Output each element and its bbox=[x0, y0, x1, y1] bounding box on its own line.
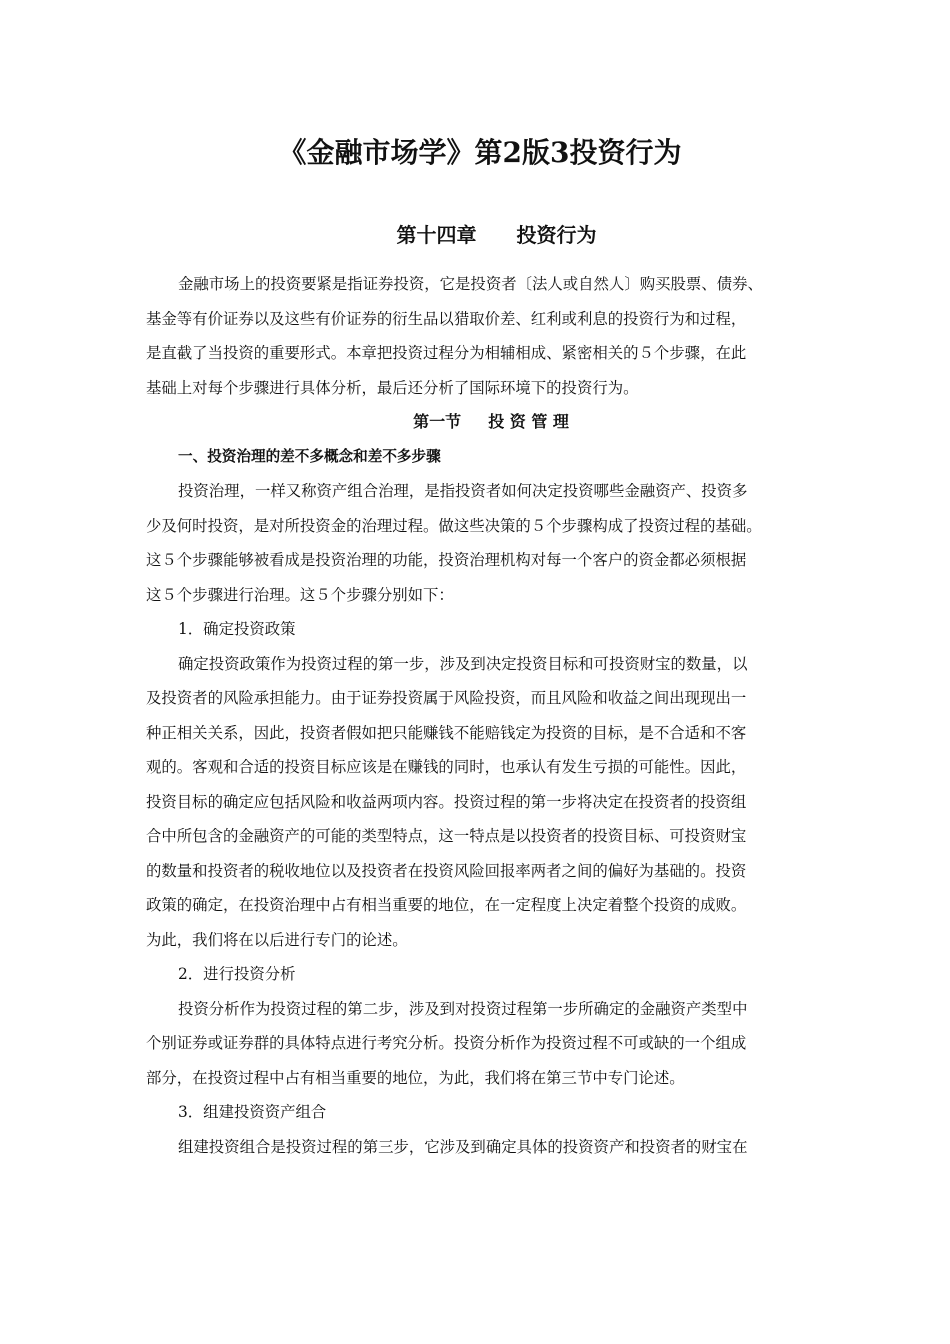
paragraph-line: 部分，在投资过程中占有相当重要的地位，为此，我们将在第三节中专门论述。 bbox=[146, 1068, 685, 1087]
subheading: 一、投资治理的差不多概念和差不多步骤 bbox=[178, 447, 441, 465]
intro-line: 是直截了当投资的重要形式。本章把投资过程分为相辅相成、紧密相关的５个步骤，在此 bbox=[146, 344, 747, 362]
intro-line: 基金等有价证券以及这些有价证券的衍生品以猎取价差、红利或利息的投资行为和过程， bbox=[146, 309, 747, 328]
paragraph-line: 确定投资政策作为投资过程的第一步，涉及到决定投资目标和可投资财宝的数量，以 bbox=[178, 654, 748, 673]
step-heading: 2．进行投资分析 bbox=[178, 965, 296, 983]
paragraph-line: 投资目标的确定应包括风险和收益两项内容。投资过程的第一步将决定在投资者的投资组 bbox=[146, 792, 747, 811]
paragraph-line: 组建投资组合是投资过程的第三步，它涉及到确定具体的投资资产和投资者的财宝在 bbox=[178, 1137, 748, 1156]
intro-line: 基础上对每个步骤进行具体分析，最后还分析了国际环境下的投资行为。 bbox=[146, 378, 639, 397]
document-title: 《金融市场学》第2版3投资行为 bbox=[278, 136, 682, 169]
paragraph-line: 个别证券或证券群的具体特点进行考究分析。投资分析作为投资过程不可或缺的一个组成 bbox=[146, 1034, 747, 1052]
step-heading: 3．组建投资资产组合 bbox=[178, 1103, 327, 1121]
paragraph-line: 这５个步骤能够被看成是投资治理的功能，投资治理机构对每一个客户的资金都必须根据 bbox=[146, 551, 747, 569]
paragraph-line: 投资治理，一样又称资产组合治理，是指投资者如何决定投资哪些金融资产、投资多 bbox=[178, 482, 748, 500]
paragraph-line: 投资分析作为投资过程的第二步，涉及到对投资过程第一步所确定的金融资产类型中 bbox=[178, 999, 748, 1018]
paragraph-line: 种正相关关系，因此，投资者假如把只能赚钱不能赔钱定为投资的目标，是不合适和不客 bbox=[146, 723, 747, 742]
paragraph-line: 合中所包含的金融资产的可能的类型特点，这一特点是以投资者的投资目标、可投资财宝 bbox=[146, 827, 747, 845]
paragraph-line: 这５个步骤进行治理。这５个步骤分别如下： bbox=[146, 585, 454, 604]
paragraph-line: 及投资者的风险承担能力。由于证券投资属于风险投资，而且风险和收益之间出现现出一 bbox=[146, 689, 747, 707]
paragraph-line: 为此，我们将在以后进行专门的论述。 bbox=[146, 930, 408, 949]
paragraph-line: 少及何时投资，是对所投资金的治理过程。做这些决策的５个步骤构成了投资过程的基础。 bbox=[146, 516, 762, 535]
intro-line: 金融市场上的投资要紧是指证券投资，它是投资者〔法人或自然人〕购买股票、债券、 bbox=[178, 275, 763, 293]
step-heading: 1．确定投资政策 bbox=[178, 620, 296, 638]
document-body bbox=[146, 267, 826, 1164]
section-title: 第一节 投 资 管 理 bbox=[413, 412, 569, 431]
paragraph-line: 观的。客观和合适的投资目标应该是在赚钱的同时，也承认有发生亏损的可能性。因此， bbox=[146, 758, 747, 776]
paragraph-line: 的数量和投资者的税收地位以及投资者在投资风险回报率两者之间的偏好为基础的。投资 bbox=[146, 861, 747, 880]
chapter-title: 第十四章 投资行为 bbox=[396, 223, 597, 247]
paragraph-line: 政策的确定，在投资治理中占有相当重要的地位，在一定程度上决定着整个投资的成败。 bbox=[146, 896, 747, 914]
